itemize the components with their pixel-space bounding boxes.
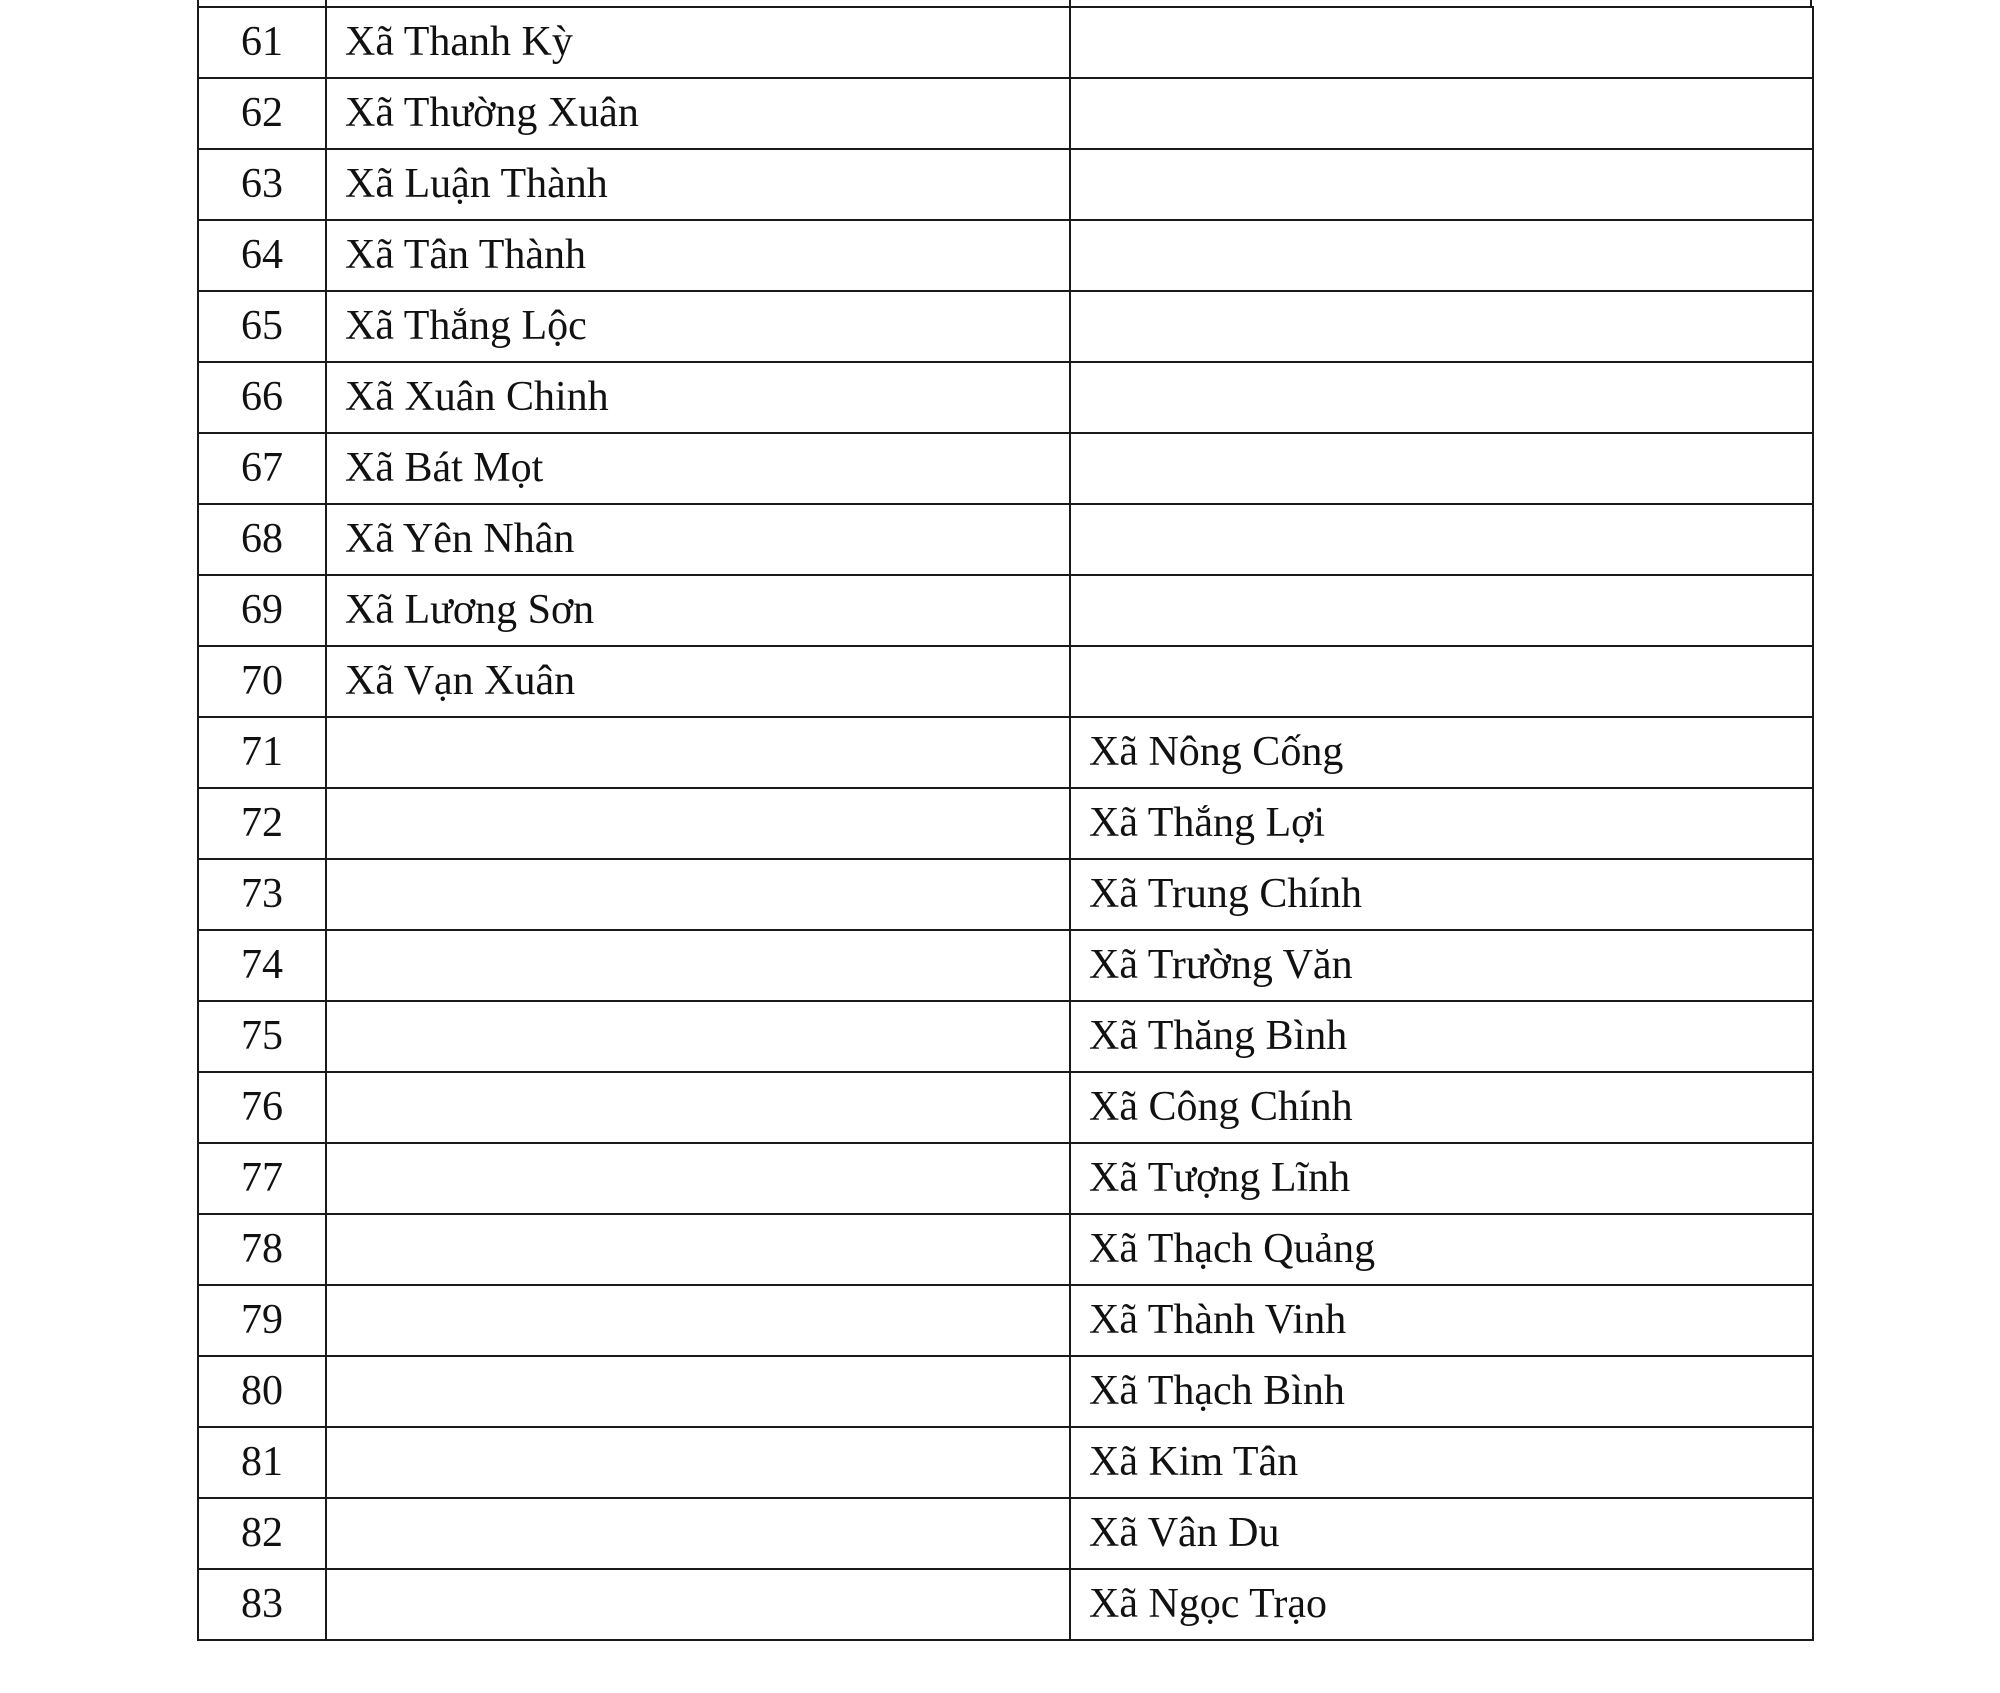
commune-name-col-b: Xã Thạch Quảng [1070, 1214, 1813, 1285]
table-row [198, 1214, 1813, 1285]
table-continuation-line-right [1810, 0, 1812, 6]
row-number: 64 [198, 220, 326, 291]
commune-name-col-b [1070, 433, 1813, 504]
commune-name-col-b [1070, 646, 1813, 717]
commune-name-col-b: Xã Thạch Bình [1070, 1356, 1813, 1427]
row-number: 81 [198, 1427, 326, 1498]
row-number: 83 [198, 1569, 326, 1640]
row-number: 79 [198, 1285, 326, 1356]
commune-name-col-a: Xã Thanh Kỳ [326, 7, 1070, 78]
commune-name-col-a [326, 1143, 1070, 1214]
table-row [198, 1285, 1813, 1356]
commune-name-col-a: Xã Lương Sơn [326, 575, 1070, 646]
commune-name-col-b [1070, 291, 1813, 362]
commune-name-col-b: Xã Trung Chính [1070, 859, 1813, 930]
commune-name-col-a [326, 930, 1070, 1001]
commune-name-col-a [326, 1498, 1070, 1569]
table-continuation-line-mid [1069, 0, 1071, 6]
commune-name-col-a [326, 1427, 1070, 1498]
table-row [198, 149, 1813, 220]
row-number: 76 [198, 1072, 326, 1143]
row-number: 74 [198, 930, 326, 1001]
row-number: 75 [198, 1001, 326, 1072]
table-row [198, 362, 1813, 433]
row-number: 77 [198, 1143, 326, 1214]
row-number: 72 [198, 788, 326, 859]
commune-name-col-b [1070, 575, 1813, 646]
table-row [198, 1001, 1813, 1072]
table-row [198, 1427, 1813, 1498]
commune-name-col-a [326, 1285, 1070, 1356]
table-row [198, 433, 1813, 504]
table-continuation-line-no [325, 0, 327, 6]
commune-name-col-b [1070, 78, 1813, 149]
table-row [198, 930, 1813, 1001]
row-number: 67 [198, 433, 326, 504]
commune-name-col-a [326, 788, 1070, 859]
commune-name-col-a [326, 1001, 1070, 1072]
table-row [198, 1498, 1813, 1569]
commune-name-col-b: Xã Ngọc Trạo [1070, 1569, 1813, 1640]
row-number: 61 [198, 7, 326, 78]
commune-name-col-a [326, 1214, 1070, 1285]
table-row [198, 575, 1813, 646]
table-row [198, 1569, 1813, 1640]
table-row [198, 7, 1813, 78]
table-row [198, 1143, 1813, 1214]
row-number: 62 [198, 78, 326, 149]
row-number: 73 [198, 859, 326, 930]
commune-name-col-b [1070, 7, 1813, 78]
commune-name-col-b: Xã Kim Tân [1070, 1427, 1813, 1498]
row-number: 82 [198, 1498, 326, 1569]
table-row [198, 1356, 1813, 1427]
table-row [198, 78, 1813, 149]
table-row [198, 646, 1813, 717]
table-row [198, 504, 1813, 575]
table-row [198, 291, 1813, 362]
commune-name-col-b: Xã Thăng Bình [1070, 1001, 1813, 1072]
commune-name-col-a: Xã Vạn Xuân [326, 646, 1070, 717]
commune-name-col-a: Xã Tân Thành [326, 220, 1070, 291]
commune-name-col-b: Xã Tượng Lĩnh [1070, 1143, 1813, 1214]
row-number: 63 [198, 149, 326, 220]
row-number: 69 [198, 575, 326, 646]
row-number: 78 [198, 1214, 326, 1285]
table-row [198, 717, 1813, 788]
commune-name-col-b: Xã Thành Vinh [1070, 1285, 1813, 1356]
commune-name-col-b [1070, 504, 1813, 575]
row-number: 71 [198, 717, 326, 788]
commune-name-col-a [326, 1356, 1070, 1427]
row-number: 68 [198, 504, 326, 575]
commune-name-col-a [326, 859, 1070, 930]
commune-name-col-b: Xã Vân Du [1070, 1498, 1813, 1569]
commune-name-col-a: Xã Thắng Lộc [326, 291, 1070, 362]
commune-name-col-b: Xã Thắng Lợi [1070, 788, 1813, 859]
table-body [198, 7, 1813, 1640]
commune-name-col-b [1070, 362, 1813, 433]
row-number: 66 [198, 362, 326, 433]
table-row [198, 859, 1813, 930]
commune-table [197, 6, 1814, 1641]
table-row [198, 220, 1813, 291]
commune-name-col-a: Xã Yên Nhân [326, 504, 1070, 575]
row-number: 65 [198, 291, 326, 362]
row-number: 80 [198, 1356, 326, 1427]
commune-name-col-a [326, 1072, 1070, 1143]
commune-name-col-b [1070, 149, 1813, 220]
table-continuation-line-left [197, 0, 199, 6]
table-row [198, 788, 1813, 859]
commune-name-col-b [1070, 220, 1813, 291]
commune-name-col-b: Xã Trường Văn [1070, 930, 1813, 1001]
commune-name-col-a [326, 717, 1070, 788]
commune-name-col-b: Xã Nông Cống [1070, 717, 1813, 788]
commune-name-col-a: Xã Xuân Chinh [326, 362, 1070, 433]
commune-name-col-a: Xã Bát Mọt [326, 433, 1070, 504]
commune-name-col-a [326, 1569, 1070, 1640]
commune-name-col-a: Xã Luận Thành [326, 149, 1070, 220]
commune-name-col-a: Xã Thường Xuân [326, 78, 1070, 149]
commune-name-col-b: Xã Công Chính [1070, 1072, 1813, 1143]
row-number: 70 [198, 646, 326, 717]
table-row [198, 1072, 1813, 1143]
